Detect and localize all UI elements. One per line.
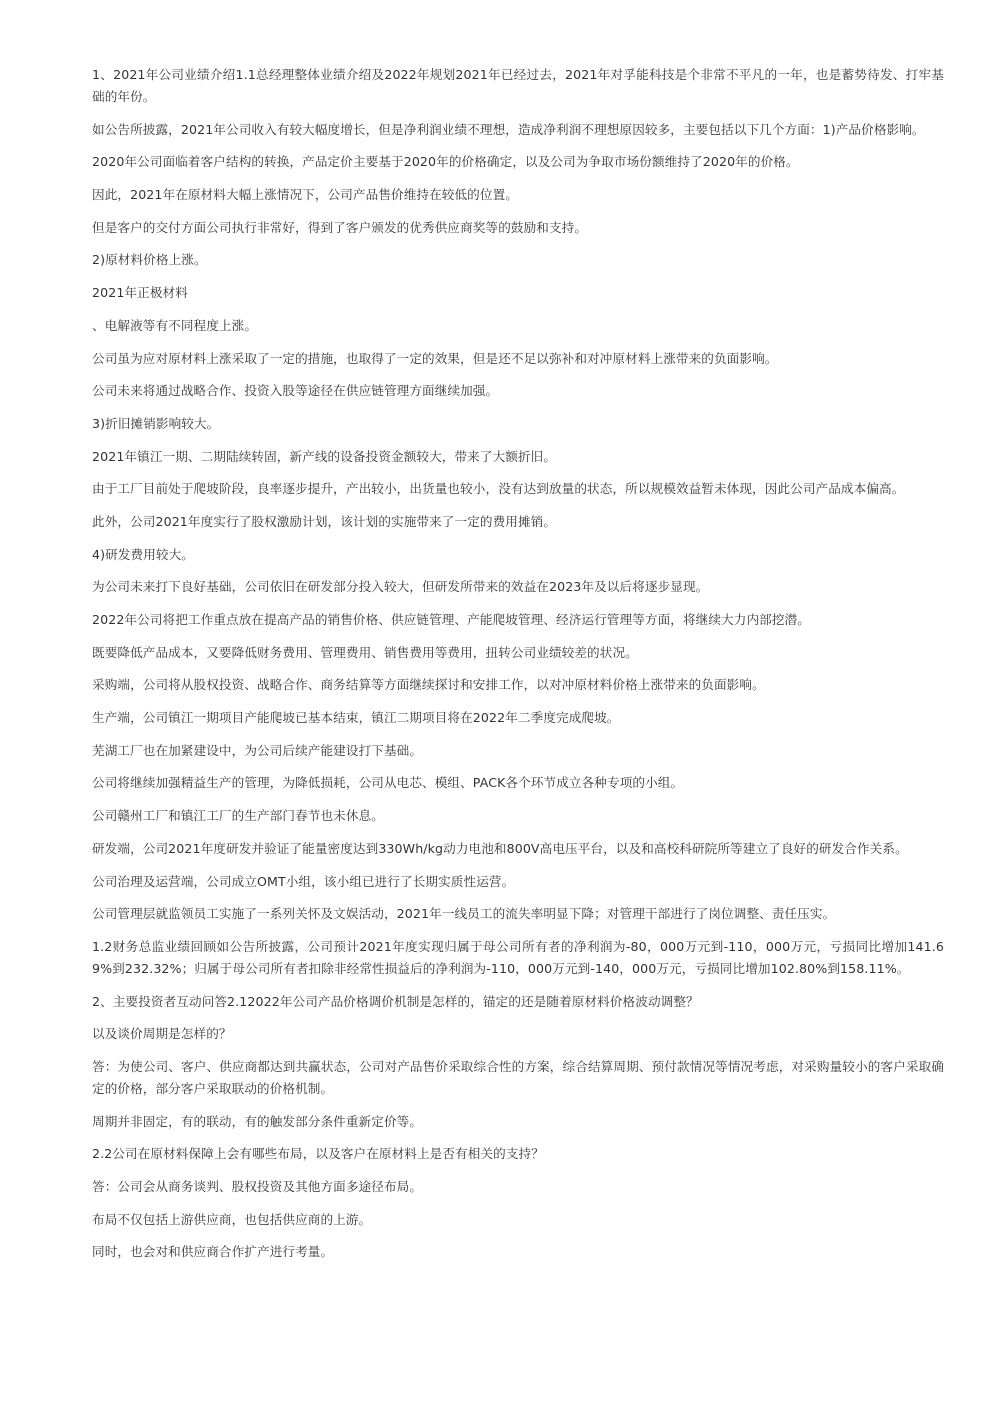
paragraph-4: 因此，2021年在原材料大幅上涨情况下，公司产品售价维持在较低的位置。 [92, 187, 518, 203]
paragraph-31: 周期并非固定，有的联动，有的触发部分条件重新定价等。 [92, 1113, 423, 1129]
paragraph-23: 公司赣州工厂和镇江工厂的生产部门春节也未休息。 [92, 808, 384, 824]
paragraph-29: 以及谈价周期是怎样的？ [92, 1026, 232, 1042]
document-body [92, 64, 944, 1274]
paragraph-33: 答：公司会从商务谈判、股权投资及其他方面多途径布局。 [92, 1179, 423, 1194]
paragraph-24: 研发端，公司2021年度研发并验证了能量密度达到330Wh/kg动力电池和800V高电压平台，以及和高校科研院所等建立了良好的研发合作关系。 [92, 840, 908, 856]
paragraph-8: 、电解液等有不同程度上涨。 [92, 317, 258, 333]
paragraph-18: 既要降低产品成本，又要降低财务费用、管理费用、销售费用等费用，扭转公司业绩较差的状况。 [92, 644, 638, 660]
paragraph-28: 2、主要投资者互动问答2.12022年公司产品价格调价机制是怎样的，锚定的还是随着原材料价格波动调整？ [92, 993, 699, 1009]
paragraph-14: 此外，公司2021年度实行了股权激励计划，该计划的实施带来了一定的费用摊销。 [92, 513, 557, 529]
paragraph-26: 公司管理层就监领员工实施了一系列关怀及文娱活动，2021年一线员工的流失率明显下降；对管理干部进行了岗位调整、责任压实。 [92, 906, 836, 922]
paragraph-9: 公司虽为应对原材料上涨采取了一定的措施，也取得了一定的效果，但是还不足以弥补和对冲原材料上涨带来的负面影响。 [92, 350, 778, 366]
paragraph-35: 同时，也会对和供应商合作扩产进行考量。 [92, 1244, 334, 1260]
paragraph-34: 布局不仅包括上游供应商，也包括供应商的上游。 [92, 1211, 372, 1227]
paragraph-27: 1.2财务总监业绩回顾如公告所披露，公司预计2021年度实现归属于母公司所有者的净利润为-80，000万元到-110，000万元，亏损同比增加141.69%到232.32%；归属于母公司所有者扣除非经常性损益后的净利润为-110，000万元到-140，000万元，亏损同比增加102.80%到158.11%。 [92, 938, 944, 976]
paragraph-6: 2)原材料价格上涨。 [92, 252, 207, 268]
paragraph-32: 2.2公司在原材料保障上会有哪些布局，以及客户在原材料上是否有相关的支持？ [92, 1146, 544, 1162]
paragraph-17: 2022年公司将把工作重点放在提高产品的销售价格、供应链管理、产能爬坡管理、经济运行管理等方面，将继续大力内部挖潜。 [92, 612, 810, 627]
paragraph-16: 为公司未来打下良好基础，公司依旧在研发部分投入较大，但研发所带来的效益在2023年及以后将逐步显现。 [92, 579, 709, 595]
paragraph-2: 如公告所披露，2021年公司收入有较大幅度增长，但是净利润业绩不理想，造成净利润不理想原因较多，主要包括以下几个方面：1)产品价格影响。 [92, 121, 925, 137]
paragraph-19: 采购端，公司将从股权投资、战略合作、商务结算等方面继续探讨和安排工作，以对冲原材料价格上涨带来的负面影响。 [92, 677, 765, 693]
paragraph-22: 公司将继续加强精益生产的管理，为降低损耗，公司从电芯、模组、PACK各个环节成立各种专项的小组。 [92, 775, 684, 791]
paragraph-11: 3)折旧摊销影响较大。 [92, 415, 220, 431]
paragraph-15: 4)研发费用较大。 [92, 546, 194, 562]
paragraph-3: 2020年公司面临着客户结构的转换，产品定价主要基于2020年的价格确定，以及公司为争取市场份额维持了2020年的价格。 [92, 154, 799, 170]
paragraph-13: 由于工厂目前处于爬坡阶段，良率逐步提升，产出较小，出货量也较小，没有达到放量的状态，所以规模效益暂未体现，因此公司产品成本偏高。 [92, 481, 905, 497]
paragraph-5: 但是客户的交付方面公司执行非常好，得到了客户颁发的优秀供应商奖等的鼓励和支持。 [92, 219, 588, 235]
paragraph-12: 2021年镇江一期、二期陆续转固，新产线的设备投资金额较大，带来了大额折旧。 [92, 448, 557, 464]
paragraph-21: 芜湖工厂也在加紧建设中，为公司后续产能建设打下基础。 [92, 742, 423, 758]
paragraph-20: 生产端，公司镇江一期项目产能爬坡已基本结束，镇江二期项目将在2022年二季度完成爬坡。 [92, 710, 620, 726]
paragraph-1: 1、2021年公司业绩介绍1.1总经理整体业绩介绍及2022年规划2021年已经过去，2021年对孚能科技是个非常不平凡的一年，也是蓄势待发、打牢基础的年份。 [92, 67, 944, 104]
paragraph-25: 公司治理及运营端，公司成立OMT小组，该小组已进行了长期实质性运营。 [92, 873, 515, 889]
paragraph-30: 答：为使公司、客户、供应商都达到共赢状态，公司对产品售价采取综合性的方案，综合结算周期、预付款情况等情况考虑，对采购量较小的客户采取确定的价格，部分客户采取联动的价格机制。 [92, 1058, 944, 1096]
paragraph-7: 2021年正极材料 [92, 285, 188, 301]
paragraph-10: 公司未来将通过战略合作、投资入股等途径在供应链管理方面继续加强。 [92, 383, 499, 399]
